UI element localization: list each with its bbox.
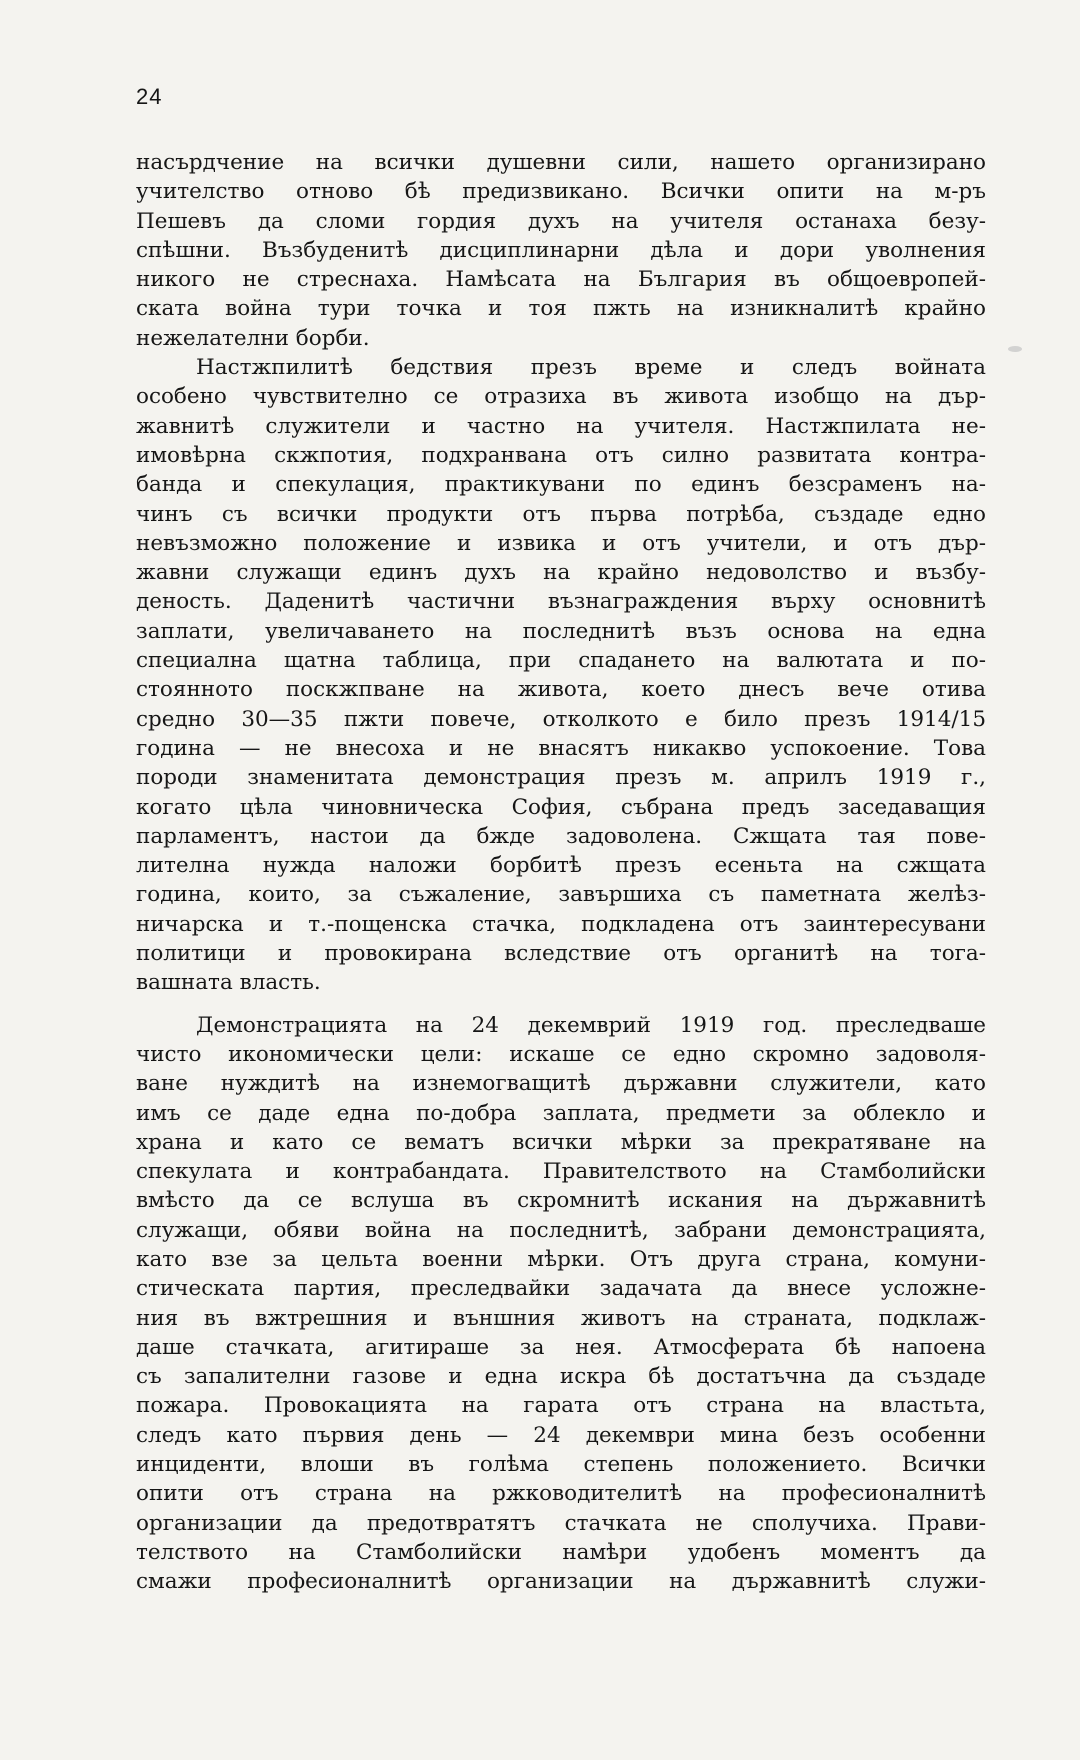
text-line: средно 30—35 пжти повече, отколкото е било презъ 1914/15: [136, 706, 986, 732]
text-line: организации да предотвратятъ стачката не сполучиха. Прави-: [136, 1510, 986, 1536]
text-line: специална щатна таблица, при спадането на валютата и по-: [136, 648, 986, 674]
text-line: ния въ вжтрешния и външния животъ на страната, подклаж-: [136, 1305, 986, 1331]
text-line: инциденти, влоши въ голѣма степень положението. Всички: [136, 1452, 986, 1478]
paper-speck: [1008, 346, 1022, 352]
paragraph-spacer: [136, 998, 986, 1011]
text-line: служащи, обяви война на последнитѣ, забрани демонстрацията,: [136, 1217, 986, 1243]
text-line: стоянното поскжпване на живота, което днесъ вече отива: [136, 677, 986, 703]
text-line: заплати, увеличаването на последнитѣ възъ основа на една: [136, 618, 986, 644]
text-line: година, които, за съжаление, завършиха съ паметната желѣз-: [136, 882, 986, 908]
text-line: телството на Стамболийски намѣри удобенъ моментъ да: [136, 1539, 986, 1565]
text-line: лителна нужда наложи борбитѣ презъ есеньта на сжщата: [136, 853, 986, 879]
text-line: спекулата и контрабандата. Правителството на Стамболийски: [136, 1159, 986, 1185]
text-line: съ запалителни газове и една искра бѣ достатъчна да създаде: [136, 1364, 986, 1390]
text-line: спѣшни. Възбуденитѣ дисциплинарни дѣла и дори уволнения: [136, 237, 986, 263]
text-line: чисто икономически цели: искаше се едно скромно задоволя-: [136, 1041, 986, 1067]
text-line: породи знаменитата демонстрация презъ м. априлъ 1919 г.,: [136, 765, 986, 791]
text-line: даше стачката, агитираше за нея. Атмосферата бѣ напоена: [136, 1334, 986, 1360]
paragraph-3: [136, 1011, 986, 1597]
show-through-text: [150, 40, 1020, 120]
text-line: банда и спекулация, практикувани по единъ безсраменъ на-: [136, 472, 986, 498]
text-line: учителство отново бѣ предизвикано. Всички опити на м-ръ: [136, 179, 986, 205]
text-line: следъ като първия день — 24 декември мина безъ особенни: [136, 1422, 986, 1448]
text-line: Пешевъ да сломи гордия духъ на учителя останаха безу-: [136, 208, 986, 234]
text-line: политици и провокирана вследствие отъ органитѣ на тога-: [136, 941, 986, 967]
text-line: деность. Даденитѣ частични възнаграждения върху основнитѣ: [136, 589, 986, 615]
text-line: като взе за цельта военни мѣрки. Отъ друга страна, комуни-: [136, 1246, 986, 1272]
text-line: нежелателни борби.: [136, 325, 370, 351]
text-line: жавнитѣ служители и частно на учителя. Настжпилата не-: [136, 413, 986, 439]
text-line: вашната власть.: [136, 970, 321, 996]
text-line: когато цѣла чиновническа София, събрана предъ заседаващия: [136, 794, 986, 820]
page-number: 24: [136, 84, 163, 109]
text-line: жавни служащи единъ духъ на крайно недоволство и възбу-: [136, 560, 986, 586]
text-line: ската война тури точка и тоя пжть на изникналитѣ крайно: [136, 296, 986, 322]
text-line: ване нуждитѣ на изнемогващитѣ държавни служители, като: [136, 1071, 986, 1097]
text-line: опити отъ страна на ржководителитѣ на професионалнитѣ: [136, 1481, 986, 1507]
text-line: Настжпилитѣ бедствия презъ време и следъ войната: [196, 355, 986, 381]
text-line: пожара. Провокацията на гарата отъ страна на властьта,: [136, 1393, 986, 1419]
text-line: смажи професионалнитѣ организации на държавнитѣ служи-: [136, 1569, 986, 1595]
text-line: особено чувствително се отразиха въ живота изобщо на дър-: [136, 384, 986, 410]
text-line: никого не стреснаха. Намѣсата на България въ общоевропей-: [136, 267, 986, 293]
paragraph-2: [136, 353, 986, 998]
text-line: имъ се даде една по-добра заплата, предмети за облекло и: [136, 1100, 986, 1126]
text-line: имовѣрна скжпотия, подхранвана отъ силно развитата контра-: [136, 442, 986, 468]
text-line: чинъ съ всички продукти отъ първа потрѣба, създаде едно: [136, 501, 986, 527]
body-text: [136, 148, 986, 1597]
text-line: храна и като се вематъ всички мѣрки за прекратяване на: [136, 1129, 986, 1155]
text-line: Демонстрацията на 24 декемврий 1919 год. преследваше: [196, 1012, 986, 1038]
text-line: невъзможно положение и извика и отъ учители, и отъ дър-: [136, 530, 986, 556]
text-line: парламентъ, настои да бжде задоволена. Сжщата тая пове-: [136, 823, 986, 849]
text-line: година — не внесоха и не внасятъ никакво успокоение. Това: [136, 735, 986, 761]
paragraph-1: [136, 148, 986, 353]
text-line: ничарска и т.-пощенска стачка, подкладена отъ заинтересувани: [136, 911, 986, 937]
text-line: насърдчение на всички душевни сили, нашето организирано: [136, 150, 986, 175]
text-line: стическата партия, преследвайки задачата да внесе усложне-: [136, 1276, 986, 1302]
text-line: вмѣсто да се вслуша въ скромнитѣ искания на държавнитѣ: [136, 1188, 986, 1214]
